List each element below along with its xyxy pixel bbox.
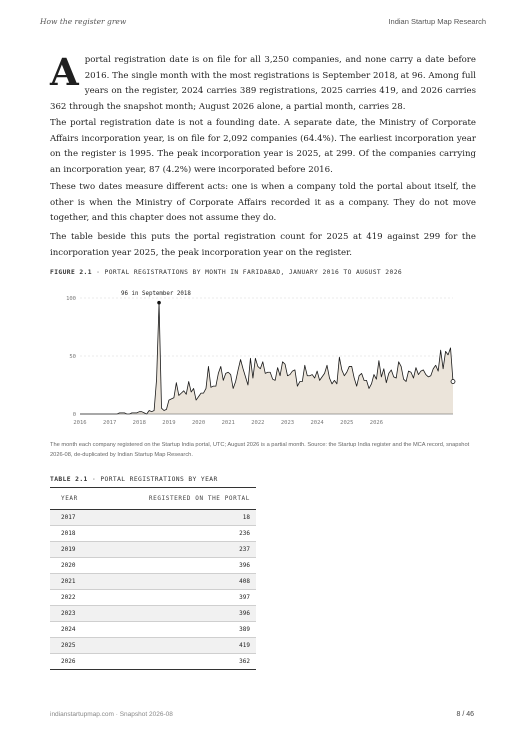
table-cell-year: 2026 [50,654,93,670]
table-cell-count: 236 [93,526,256,542]
paragraph-4: The table beside this puts the portal registration count for 2025 at 419 against 299 for the incorporation year 2025, the peak incorporation year on the register. [50,232,476,258]
table-row [50,510,256,526]
x-tick-label: 2019 [162,420,176,426]
area-fill [80,303,453,414]
registrations-area-chart [50,286,474,436]
table-row [50,526,256,542]
figure-title-text: · PORTAL REGISTRATIONS BY MONTH IN FARIDABAD, JANUARY 2016 TO AUGUST 2026 [96,269,403,276]
table-cell-count: 396 [93,558,256,574]
page-number: 8 / 46 [456,711,474,718]
x-tick-label: 2020 [191,420,206,426]
table-cell-year: 2018 [50,526,93,542]
y-tick-label: 100 [66,296,76,302]
figure-caption: The month each company registered on the Startup India portal, UTC; August 2026 is a partial month. Source: the Startup India register and the MCA record, snapshot 2026-08, de-duplicated by Indian Startup Map Research. [50,442,470,458]
footer-site: indianstartupmap.com · Snapshot 2026-08 [50,711,173,718]
end-point [451,380,455,384]
x-tick-label: 2021 [221,420,235,426]
table-row [50,638,256,654]
table-header-registered: REGISTERED ON THE PORTAL [93,488,256,510]
table-title [50,476,218,483]
table-cell-year: 2017 [50,510,93,526]
paragraph-2: The portal registration date is not a founding date. A separate date, the Ministry of Corporate Affairs incorporation year, is on file for 2,092 companies (64.4%). The earliest incorporation year on the register is 1995. The peak incorporation year is 2025, at 299. Of the companies carrying an incorporation year, 87 (4.2%) were incorporated before 2016. [50,118,476,175]
table-cell-count: 18 [93,510,256,526]
table-cell-count: 397 [93,590,256,606]
table-row [50,606,256,622]
table-cell-count: 389 [93,622,256,638]
x-tick-label: 2024 [310,420,324,426]
table-cell-year: 2023 [50,606,93,622]
x-tick-label: 2022 [251,420,265,426]
table-cell-year: 2022 [50,590,93,606]
table-header-row [50,488,256,510]
y-tick-label: 50 [69,354,76,360]
paragraph-1-text: portal registration date is on file for all 3,250 companies, and none carry a date before 2016. The single month with the most registrations is September 2018, at 96. Among full years on the register, 2024 carries 389 registrations, 2025 carries 419, and 2026 carries 362 through the snapshot month; August 2026 alone, a partial month, carries 28. [50,55,476,112]
table-row [50,542,256,558]
figure-label: FIGURE 2.1 [50,269,92,276]
x-tick-label: 2016 [73,420,87,426]
table-cell-year: 2021 [50,574,93,590]
x-tick-label: 2025 [340,420,354,426]
table-row [50,558,256,574]
table-cell-count: 408 [93,574,256,590]
table-row [50,622,256,638]
table-cell-year: 2025 [50,638,93,654]
y-tick-label: 0 [72,412,76,418]
table-title-text: · PORTAL REGISTRATIONS BY YEAR [91,476,218,483]
x-tick-label: 2023 [280,420,295,426]
x-tick-label: 2017 [103,420,117,426]
peak-annotation: 96 in September 2018 [121,291,191,297]
table-row [50,574,256,590]
table-header-year: YEAR [50,488,93,510]
x-tick-label: 2026 [369,420,384,426]
table-row [50,590,256,606]
table-cell-year: 2019 [50,542,93,558]
registrations-by-year-table [50,487,256,670]
drop-cap: A [50,50,79,94]
figure-title [50,269,402,276]
paragraph-3: These two dates measure different acts: one is when a company told the portal about itself, the other is when the Ministry of Corporate Affairs recorded it as a company. They do not move together, and this chapter does not assume they do. [50,182,476,224]
table-cell-count: 362 [93,654,256,670]
table-cell-count: 396 [93,606,256,622]
table-cell-year: 2020 [50,558,93,574]
table-row [50,654,256,670]
chapter-running-head: How the register grew [40,17,127,26]
publication-running-head: Indian Startup Map Research [388,17,486,26]
table-label: TABLE 2.1 [50,476,88,483]
table-cell-count: 237 [93,542,256,558]
paragraph-1 [50,50,476,115]
table-cell-year: 2024 [50,622,93,638]
peak-point [157,301,161,305]
table-cell-count: 419 [93,638,256,654]
x-tick-label: 2018 [132,420,146,426]
